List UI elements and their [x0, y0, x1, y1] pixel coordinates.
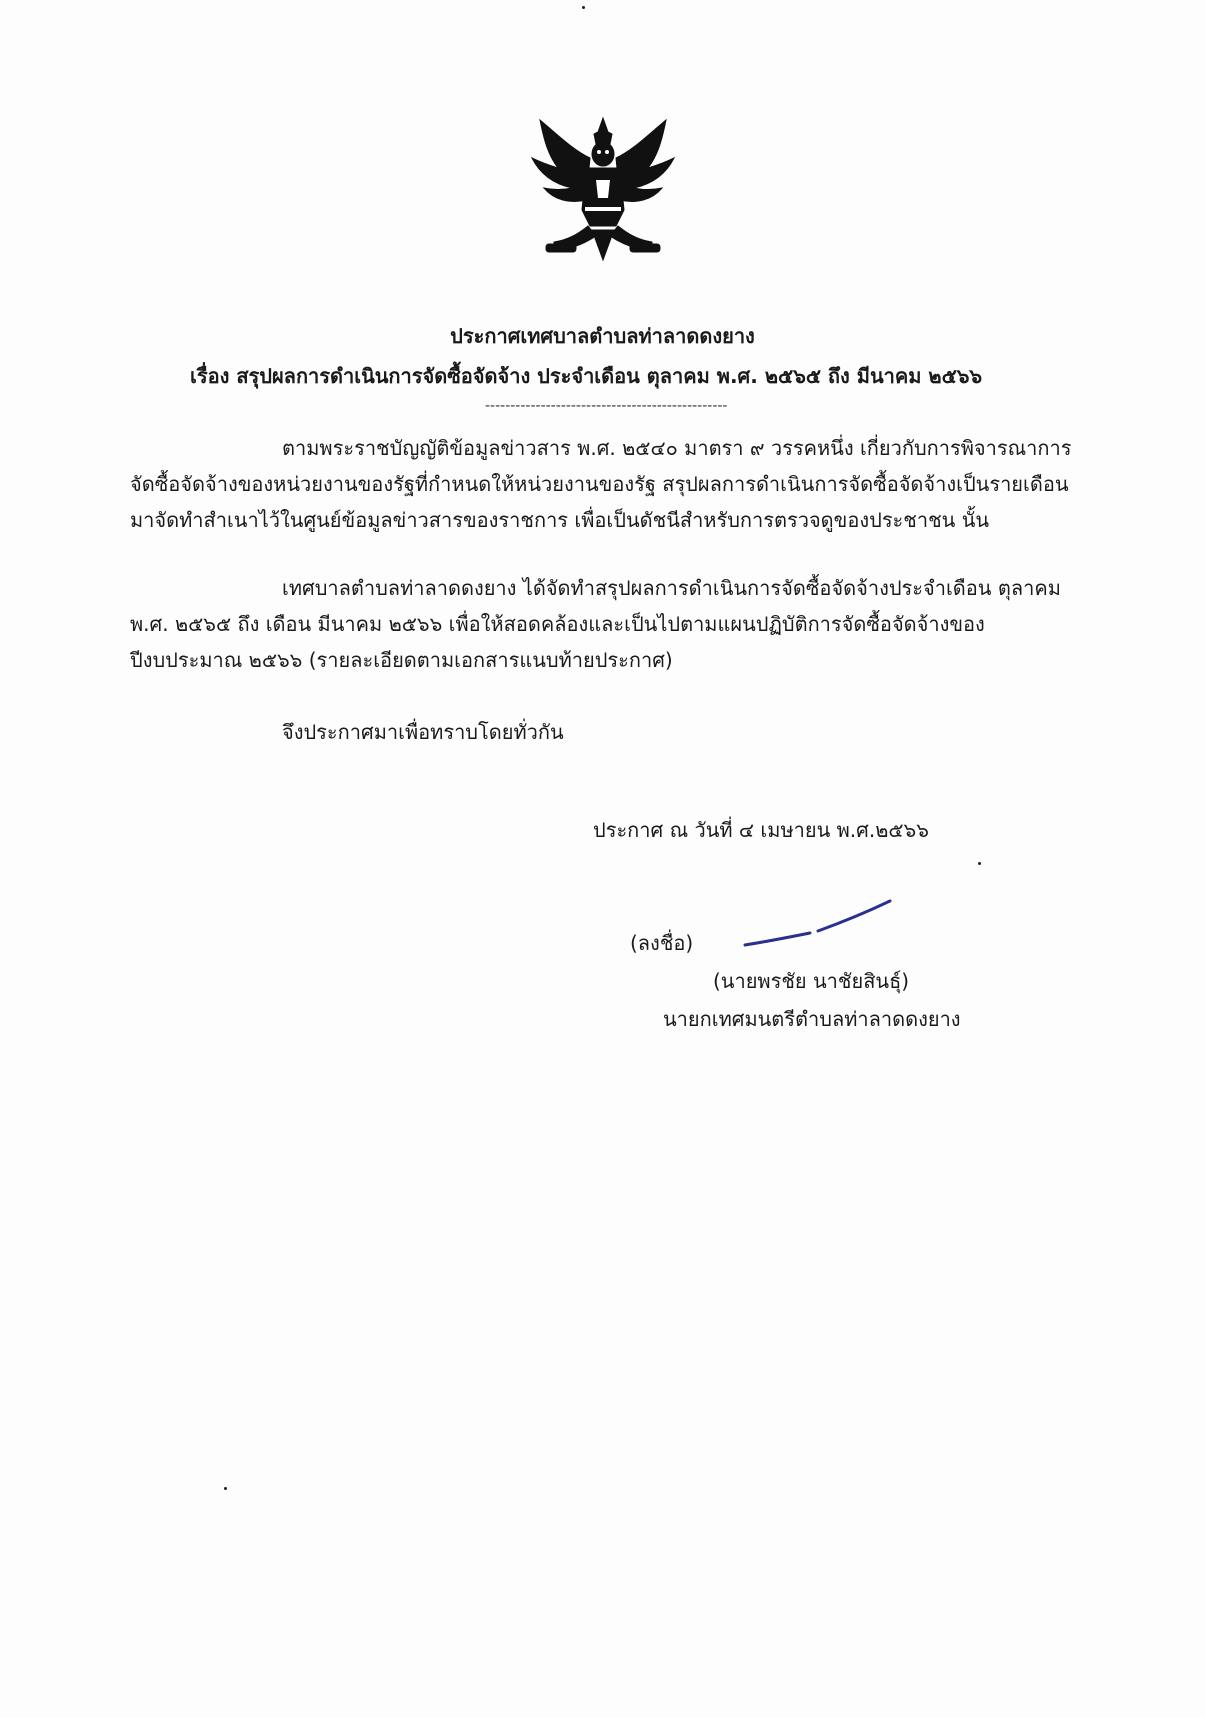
paragraph-line: มาจัดทำสำเนาไว้ในศูนย์ข้อมูลข่าวสารของราชการ เพื่อเป็นดัชนีสำหรับการตรวจดูของประชาชน นั้น — [130, 508, 990, 532]
garuda-emblem-icon — [518, 110, 688, 270]
scan-speck — [978, 862, 981, 865]
announcement-title: ประกาศเทศบาลตำบลท่าลาดดงยาง — [450, 324, 755, 348]
paragraph-line: ปีงบประมาณ ๒๕๖๖ (รายละเอียดตามเอกสารแนบท้ายประกาศ) — [130, 648, 673, 672]
paragraph-line: จัดซื้อจัดจ้างของหน่วยงานของรัฐที่กำหนดให้หน่วยงานของรัฐ สรุปผลการดำเนินการจัดซื้อจัดจ้างเป็นรายเดือน — [130, 472, 1069, 496]
paragraph-line: ตามพระราชบัญญัติข้อมูลข่าวสาร พ.ศ. ๒๕๔๐ มาตรา ๙ วรรคหนึ่ง เกี่ยวกับการพิจารณาการ — [282, 436, 1072, 460]
title-divider: ------------------------------------------------ — [485, 398, 728, 414]
signer-name: (นายพรชัย นาชัยสินธุ์) — [713, 969, 910, 993]
paragraph-line: พ.ศ. ๒๕๖๕ ถึง เดือน มีนาคม ๒๕๖๖ เพื่อให้สอดคล้องและเป็นไปตามแผนปฏิบัติการจัดซื้อจัดจ้างของ — [130, 612, 985, 636]
announcement-date: ประกาศ ณ วันที่ ๔ เมษายน พ.ศ.๒๕๖๖ — [593, 818, 929, 842]
handwritten-signature-icon — [740, 895, 900, 955]
closing-statement: จึงประกาศมาเพื่อทราบโดยทั่วกัน — [282, 720, 564, 744]
paragraph-legal-basis — [130, 430, 1110, 538]
paragraph-summary — [130, 570, 1110, 678]
scan-speck — [582, 6, 585, 9]
scan-speck — [224, 1487, 227, 1490]
paragraph-line: เทศบาลตำบลท่าลาดดงยาง ได้จัดทำสรุปผลการดำเนินการจัดซื้อจัดจ้างประจำเดือน ตุลาคม — [282, 576, 1061, 600]
signature-label: (ลงชื่อ) — [630, 931, 694, 955]
announcement-subject: เรื่อง สรุปผลการดำเนินการจัดซื้อจัดจ้าง ประจำเดือน ตุลาคม พ.ศ. ๒๕๖๕ ถึง มีนาคม ๒๕๖๖ — [190, 364, 983, 388]
signer-position: นายกเทศมนตรีตำบลท่าลาดดงยาง — [663, 1007, 961, 1031]
